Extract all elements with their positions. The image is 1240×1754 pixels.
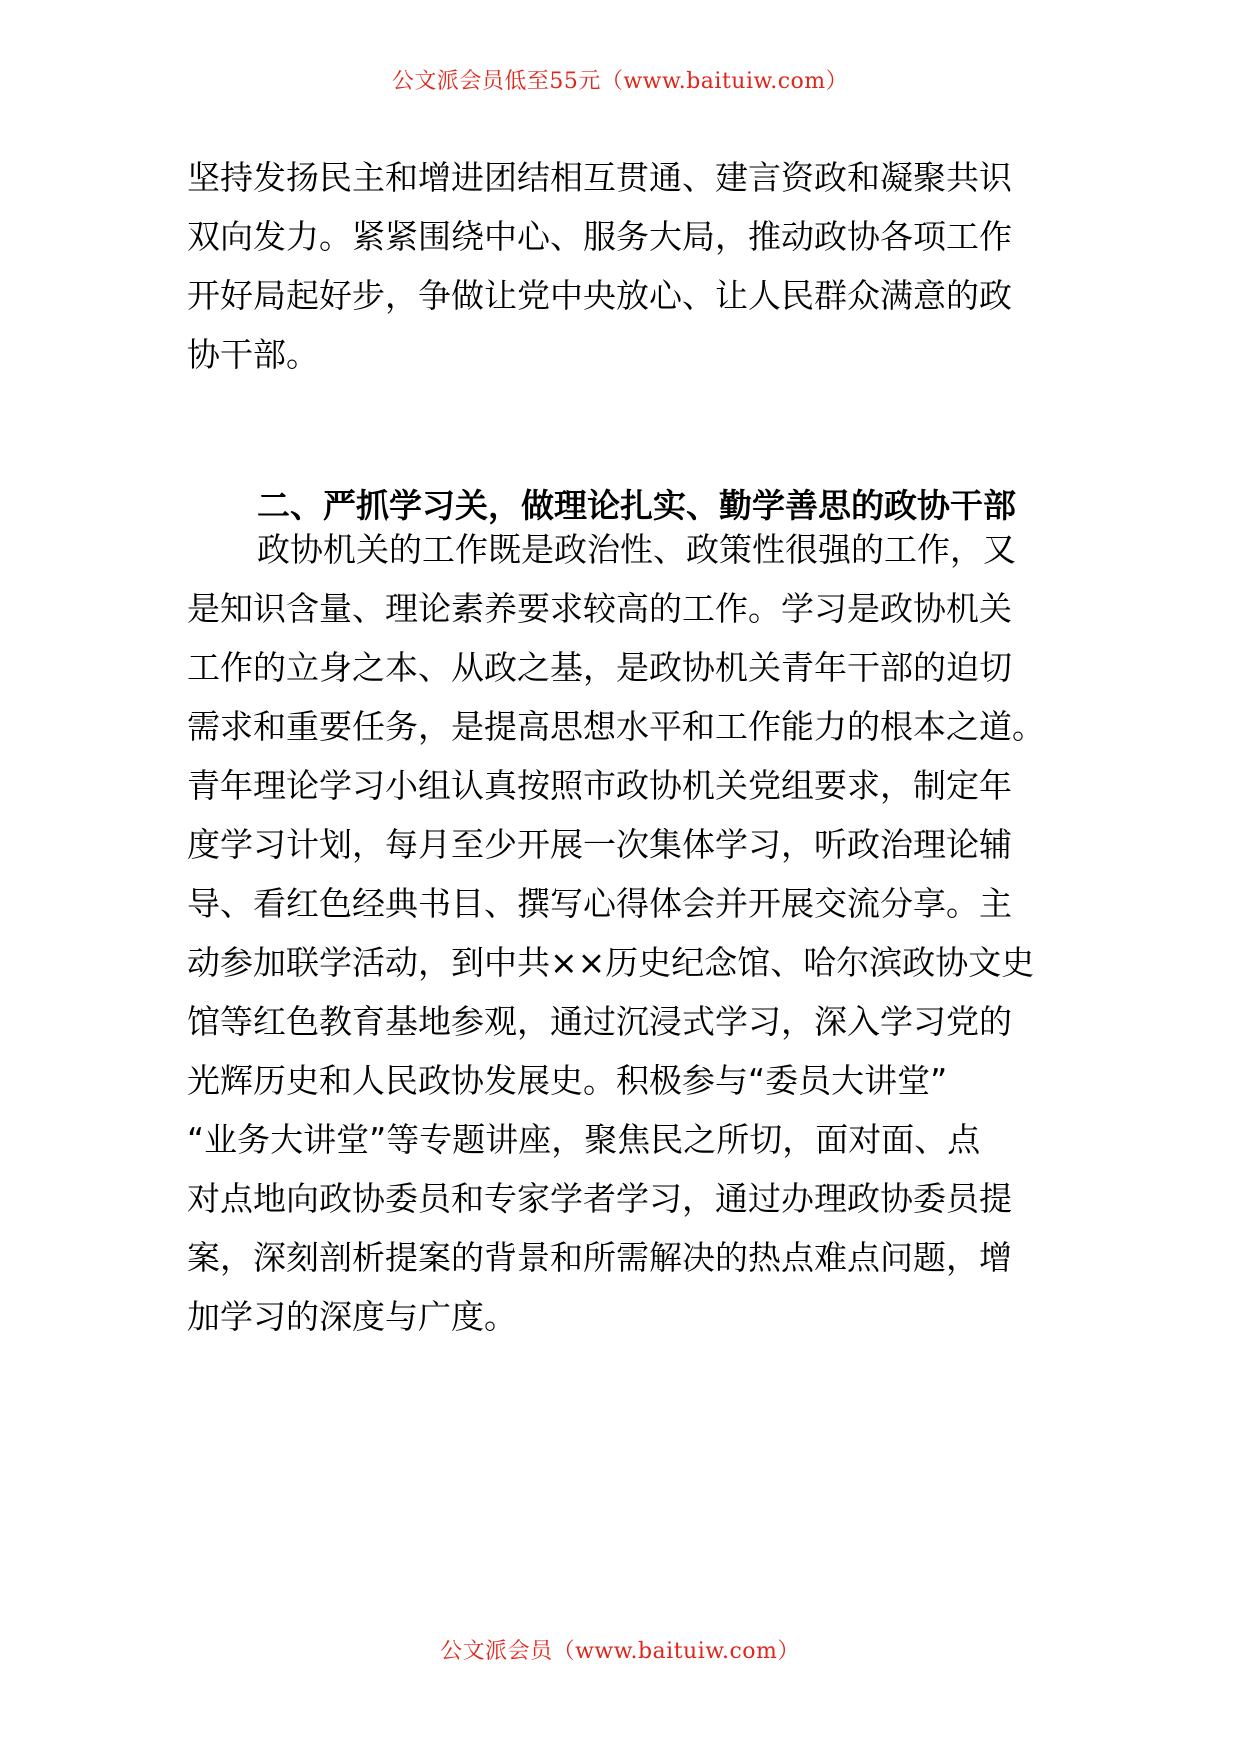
paragraph-2-line-5: 青年理论学习小组认真按照市政协机关党组要求，制定年 [187, 766, 1012, 805]
paragraph-2-line-1: 政协机关的工作既是政治性、政策性很强的工作，又 [257, 530, 1016, 569]
footer-watermark: 公文派会员（www.baituiw.com） [440, 1639, 800, 1664]
paragraph-2-line-11: “业务大讲堂”等专题讲座，聚焦民之所切，面对面、点 [187, 1120, 981, 1159]
paragraph-2-line-12: 对点地向政协委员和专家学者学习，通过办理政协委员提 [187, 1179, 1012, 1218]
paragraph-1-line-4: 协干部。 [187, 335, 319, 374]
paragraph-2-line-10: 光辉历史和人民政协发展史。积极参与“委员大讲堂” [187, 1061, 948, 1100]
paragraph-2-line-3: 工作的立身之本、从政之基，是政协机关青年干部的迫切 [187, 648, 1012, 687]
paragraph-2-line-7: 导、看红色经典书目、撰写心得体会并开展交流分享。主 [187, 884, 1012, 923]
paragraph-1-line-2: 双向发力。紧紧围绕中心、服务大局，推动政协各项工作 [187, 217, 1012, 256]
paragraph-2-line-2: 是知识含量、理论素养要求较高的工作。学习是政协机关 [187, 589, 1012, 628]
paragraph-2-line-14: 加学习的深度与广度。 [187, 1297, 517, 1336]
paragraph-2-line-6: 度学习计划，每月至少开展一次集体学习，听政治理论辅 [187, 825, 1012, 864]
section-2-heading: 二、严抓学习关，做理论扎实、勤学善思的政协干部 [257, 486, 1016, 525]
paragraph-2-line-13: 案，深刻剖析提案的背景和所需解决的热点难点问题，增 [187, 1238, 1012, 1277]
paragraph-2-line-8: 动参加联学活动，到中共××历史纪念馆、哈尔滨政协文史 [187, 943, 1035, 982]
paragraph-1-line-3: 开好局起好步，争做让党中央放心、让人民群众满意的政 [187, 276, 1012, 315]
paragraph-2-line-9: 馆等红色教育基地参观，通过沉浸式学习，深入学习党的 [187, 1002, 1012, 1041]
header-watermark: 公文派会员低至55元（www.baituiw.com） [391, 69, 849, 94]
paragraph-2-line-4: 需求和重要任务，是提高思想水平和工作能力的根本之道。 [187, 707, 1045, 746]
paragraph-1-line-1: 坚持发扬民主和增进团结相互贯通、建言资政和凝聚共识 [187, 158, 1012, 197]
